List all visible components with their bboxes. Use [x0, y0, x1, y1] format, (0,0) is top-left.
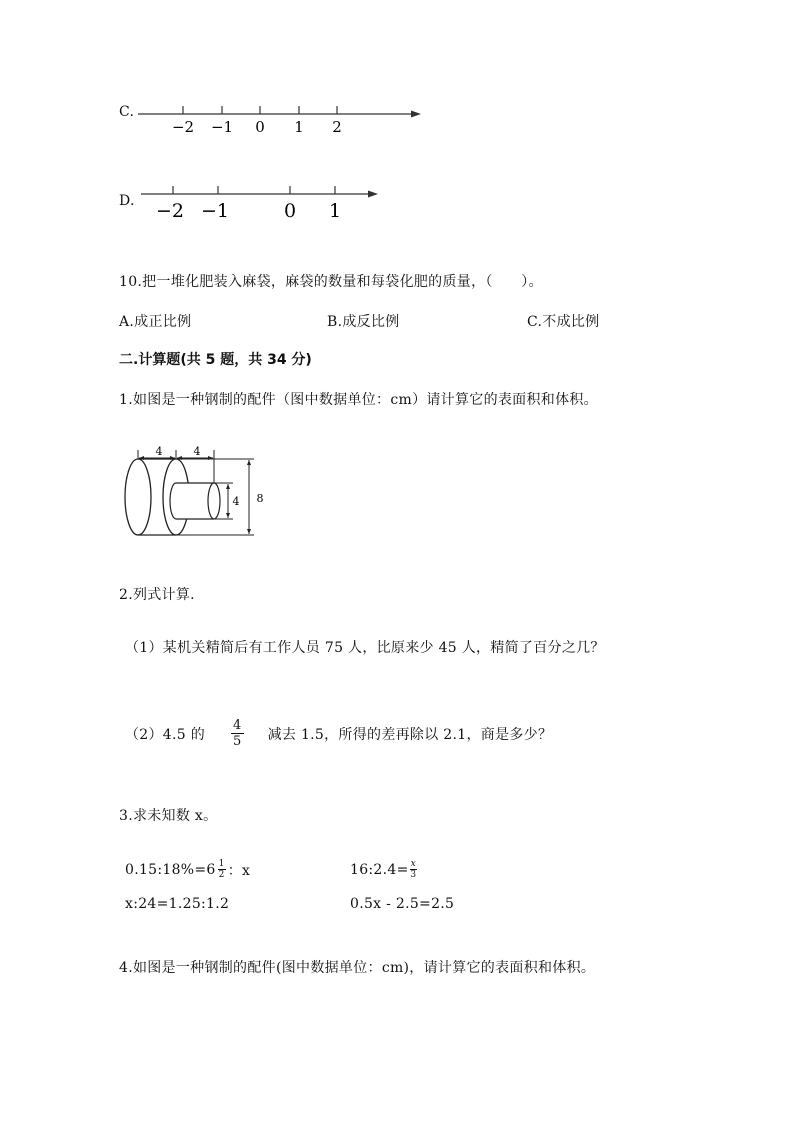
fraction [410, 859, 417, 880]
fraction-denominator: 5 [233, 734, 242, 749]
problem-4-text: 4.如图是一种钢制的配件(图中数据单位：cm)，请计算它的表面积和体积。 [119, 960, 596, 976]
equation-2 [350, 859, 418, 880]
equation-4: 0.5x - 2.5=2.5 [350, 896, 455, 912]
problem-2-sub-2 [125, 718, 552, 749]
section-title: 二.计算题(共 5 题，共 34 分) [119, 352, 312, 368]
problem-2-sub-2-suffix: 减去 1.5，所得的差再除以 2.1，商是多少？ [267, 726, 553, 743]
fraction-denominator: 3 [410, 870, 417, 880]
option-c-tick-label: −1 [210, 118, 234, 136]
option-c-tick-label: 1 [294, 118, 304, 136]
fraction-denominator: 2 [218, 870, 225, 880]
option-d-number-line [135, 182, 385, 224]
equation-1-suffix: ：x [227, 862, 251, 879]
problem-2-text: 2.列式计算. [119, 587, 195, 603]
choice-a[interactable]: A.成正比例 [119, 314, 192, 330]
option-c-tick-label: 0 [255, 118, 265, 136]
problem-2-sub-1: （1）某机关精简后有工作人员 75 人，比原来少 45 人，精简了百分之几？ [125, 640, 605, 656]
fraction [231, 718, 244, 749]
steel-part-figure [120, 440, 270, 542]
option-c-number-line [135, 100, 427, 140]
problem-1-text: 1.如图是一种钢制的配件（图中数据单位：cm）请计算它的表面积和体积。 [119, 392, 598, 408]
option-c-tick-label: −2 [171, 118, 195, 136]
fraction [218, 859, 226, 880]
choice-b[interactable]: B.成反比例 [327, 314, 400, 330]
option-d-tick-label: 0 [283, 200, 297, 222]
question-10-text: 10.把一堆化肥装入麻袋，麻袋的数量和每袋化肥的质量，（ ）。 [119, 274, 543, 290]
equation-2-prefix: 16:2.4= [350, 861, 409, 878]
choice-c[interactable]: C.不成比例 [527, 314, 600, 330]
option-d-tick-label: 1 [328, 200, 342, 222]
fraction-numerator: 1 [218, 859, 225, 869]
option-c-tick-label: 2 [332, 118, 342, 136]
option-d-tick-label: −2 [155, 200, 185, 222]
dimension-label: 8 [256, 492, 264, 505]
equation-1-prefix: 0.15:18%=6 [125, 861, 216, 878]
dimension-label: 4 [155, 445, 163, 458]
option-d-label: D. [119, 193, 135, 209]
option-d-tick-label: −1 [200, 200, 230, 222]
equation-1 [125, 859, 250, 880]
dimension-label: 4 [193, 445, 201, 458]
problem-3-text: 3.求未知数 x。 [119, 808, 218, 824]
dimension-label: 4 [232, 495, 240, 508]
option-c-label: C. [119, 104, 135, 120]
fraction-numerator: x [410, 859, 417, 869]
equation-3: x:24=1.25:1.2 [125, 896, 230, 912]
problem-2-sub-2-prefix: （2）4.5 的 [125, 726, 206, 743]
fraction-numerator: 4 [233, 718, 242, 733]
